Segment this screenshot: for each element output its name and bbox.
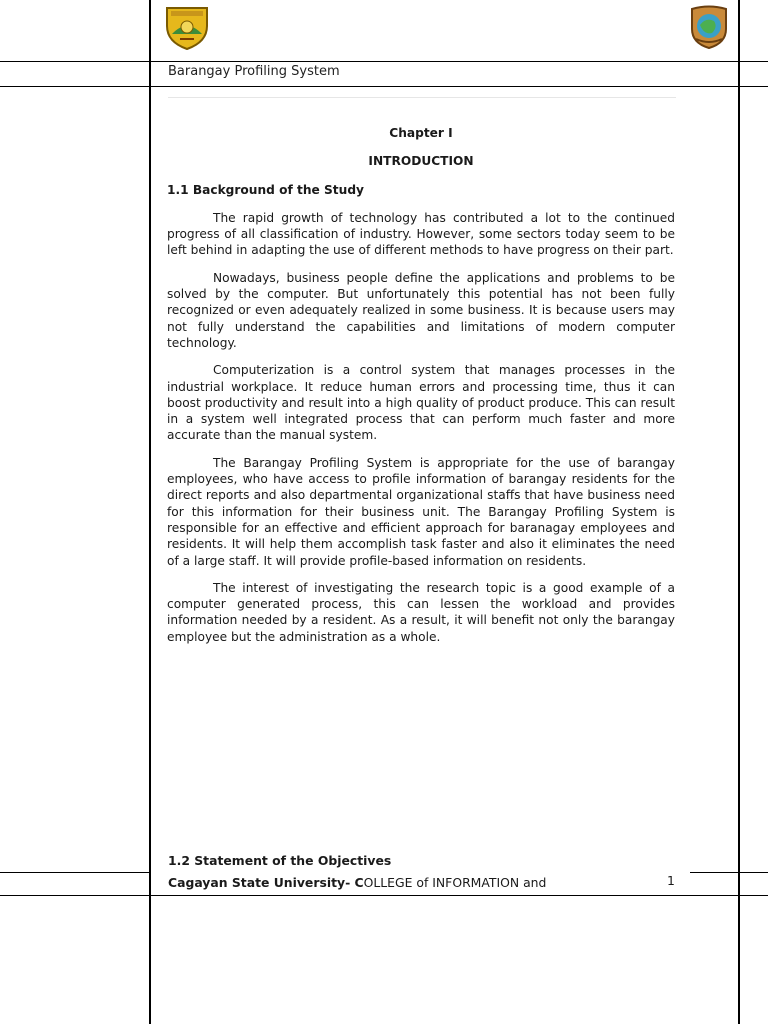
running-header-title: Barangay Profiling System	[168, 64, 340, 79]
footer-university: Cagayan State University-	[168, 875, 355, 890]
footer-college-rest: OLLEGE of INFORMATION and	[363, 875, 547, 890]
footer-rule-bottom	[0, 895, 768, 896]
section-heading-objectives: 1.2 Statement of the Objectives	[168, 853, 392, 868]
paragraph: The rapid growth of technology has contributed a lot to the continued progress of all classification of industry. However, some sectors today seem to be left behind in adapting the use of different methods to have progress on their part.	[167, 210, 675, 258]
section-heading-background: 1.1 Background of the Study	[167, 182, 364, 197]
page-number: 1	[667, 873, 675, 888]
college-seal-icon	[688, 5, 730, 53]
paragraph: The Barangay Profiling System is appropriate for the use of barangay employees, who have access to profile information of barangay residents for the direct reports and also departmental organizational staffs that have business need for this information for their business unit. The Barangay Profiling System is responsible for an effective and efficient approach for baranagay employees and residents. It will help them accomplish task faster and also it eliminates the need of a large staff. It will provide profile-based information on residents.	[167, 455, 675, 568]
footer-rule-top-left	[0, 872, 150, 873]
header-faint-rule	[168, 97, 676, 98]
right-margin-line	[738, 0, 740, 1024]
left-margin-line	[149, 0, 151, 1024]
chapter-heading: INTRODUCTION	[368, 154, 474, 169]
header-rule-bottom	[0, 86, 768, 87]
header-rule-top	[0, 61, 768, 62]
chapter-label: Chapter I	[389, 126, 453, 140]
paragraph: Nowadays, business people define the applications and problems to be solved by the computer. But unfortunately this potential has not been fully recognized or even adequately realized in some business. It is because users may not fully understand the capabilities and limitations of modern computer technology.	[167, 270, 675, 350]
university-seal-icon	[164, 6, 210, 54]
footer-rule-top-right	[690, 872, 768, 873]
footer-institution	[168, 875, 546, 890]
footer-college-initial: C	[354, 875, 364, 890]
paragraph: The interest of investigating the research topic is a good example of a computer generated process, this can lessen the workload and provides information needed by a resident. As a result, it will benefit not only the barangay employee but the administration as a whole.	[167, 580, 675, 644]
page-content	[167, 125, 675, 656]
paragraph: Computerization is a control system that manages processes in the industrial workplace. It reduce human errors and processing time, thus it can boost productivity and result into a high quality of product produce. This can result in a system well integrated process that can perform much faster and more accurate than the manual system.	[167, 363, 675, 443]
